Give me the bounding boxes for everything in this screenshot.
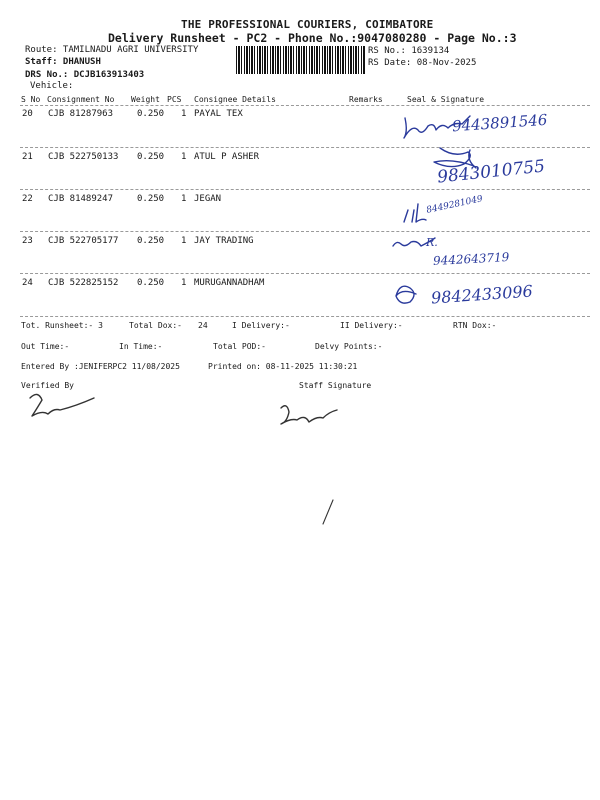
staff-signature-label: Staff Signature (299, 381, 372, 390)
row-sno: 23 (22, 236, 33, 246)
row-consignment: CJB 522705177 (48, 236, 119, 246)
row-sno: 24 (22, 278, 33, 288)
total-dox-label: Total Dox:- (129, 321, 182, 330)
row-consignment: CJB 522750133 (48, 152, 119, 162)
vehicle-label: Vehicle: (30, 81, 74, 91)
total-pod: Total POD:- (213, 342, 266, 351)
header-consignment: Consignment No (47, 95, 115, 104)
handwritten-phone-row22: 8449281049 (425, 194, 484, 216)
i-delivery: I Delivery:- (232, 321, 290, 330)
row-pcs: 1 (181, 152, 187, 162)
tot-runsheet: Tot. Runsheet:- 3 (21, 321, 103, 330)
row-weight: 0.250 (137, 236, 165, 246)
header-pcs: PCS (167, 95, 182, 104)
drs-number: DRS No.: DCJB163913403 (25, 70, 145, 80)
total-dox-value: 24 (198, 321, 208, 330)
row-weight: 0.250 (137, 278, 165, 288)
rs-date: RS Date: 08-Nov-2025 (368, 58, 477, 68)
in-time: In Time:- (119, 342, 163, 351)
row-consignee: ATUL P ASHER (194, 152, 260, 162)
row-sno: 21 (22, 152, 33, 162)
delvy-points: Delvy Points:- (315, 342, 383, 351)
row-weight: 0.250 (137, 194, 165, 204)
row-consignee: PAYAL TEX (194, 109, 243, 119)
row-sno: 22 (22, 194, 33, 204)
header-seal: Seal & Signature (407, 95, 485, 104)
header-sno: S No (21, 95, 41, 104)
row-consignee: JEGAN (194, 194, 222, 204)
handwritten-phone-row23: 9442643719 (432, 250, 510, 268)
row-consignee: MURUGANNADHAM (194, 278, 265, 288)
row-pcs: 1 (181, 236, 187, 246)
verified-by: Verified By (21, 381, 74, 390)
rs-number: RS No.: 1639134 (368, 46, 450, 56)
handwritten-name-row23: R. (426, 236, 438, 249)
row-consignment: CJB 81489247 (48, 194, 114, 204)
row-sno: 20 (22, 109, 33, 119)
entered-by: Entered By :JENIFERPC2 11/08/2025 (21, 362, 180, 371)
row-pcs: 1 (181, 109, 187, 119)
staff-label: Staff: DHANUSH (25, 57, 101, 67)
row-consignment: CJB 81287963 (48, 109, 114, 119)
runsheet-title: Delivery Runsheet - PC2 - Phone No.:9047080280 - Page No.:3 (108, 31, 517, 45)
row-consignee: JAY TRADING (194, 236, 254, 246)
row-weight: 0.250 (137, 109, 165, 119)
route-label: Route: TAMILNADU AGRI UNIVERSITY (25, 45, 199, 55)
company-name: THE PROFESSIONAL COURIERS, COIMBATORE (181, 18, 434, 31)
row-pcs: 1 (181, 194, 187, 204)
ii-delivery: II Delivery:- (340, 321, 403, 330)
handwritten-phone-row21: 9843010755 (436, 156, 546, 188)
header-weight: Weight (131, 95, 160, 104)
row-consignment: CJB 522825152 (48, 278, 119, 288)
header-remarks: Remarks (349, 95, 383, 104)
out-time: Out Time:- (21, 342, 70, 351)
header-consignee: Consignee Details (194, 95, 276, 104)
rtn-dox: RTN Dox:- (453, 321, 497, 330)
handwritten-phone-row24: 9842433096 (430, 281, 534, 308)
row-pcs: 1 (181, 278, 187, 288)
handwritten-phone-row20: 9443891546 (451, 110, 548, 136)
printed-on: Printed on: 08-11-2025 11:30:21 (208, 362, 358, 371)
row-weight: 0.250 (137, 152, 165, 162)
